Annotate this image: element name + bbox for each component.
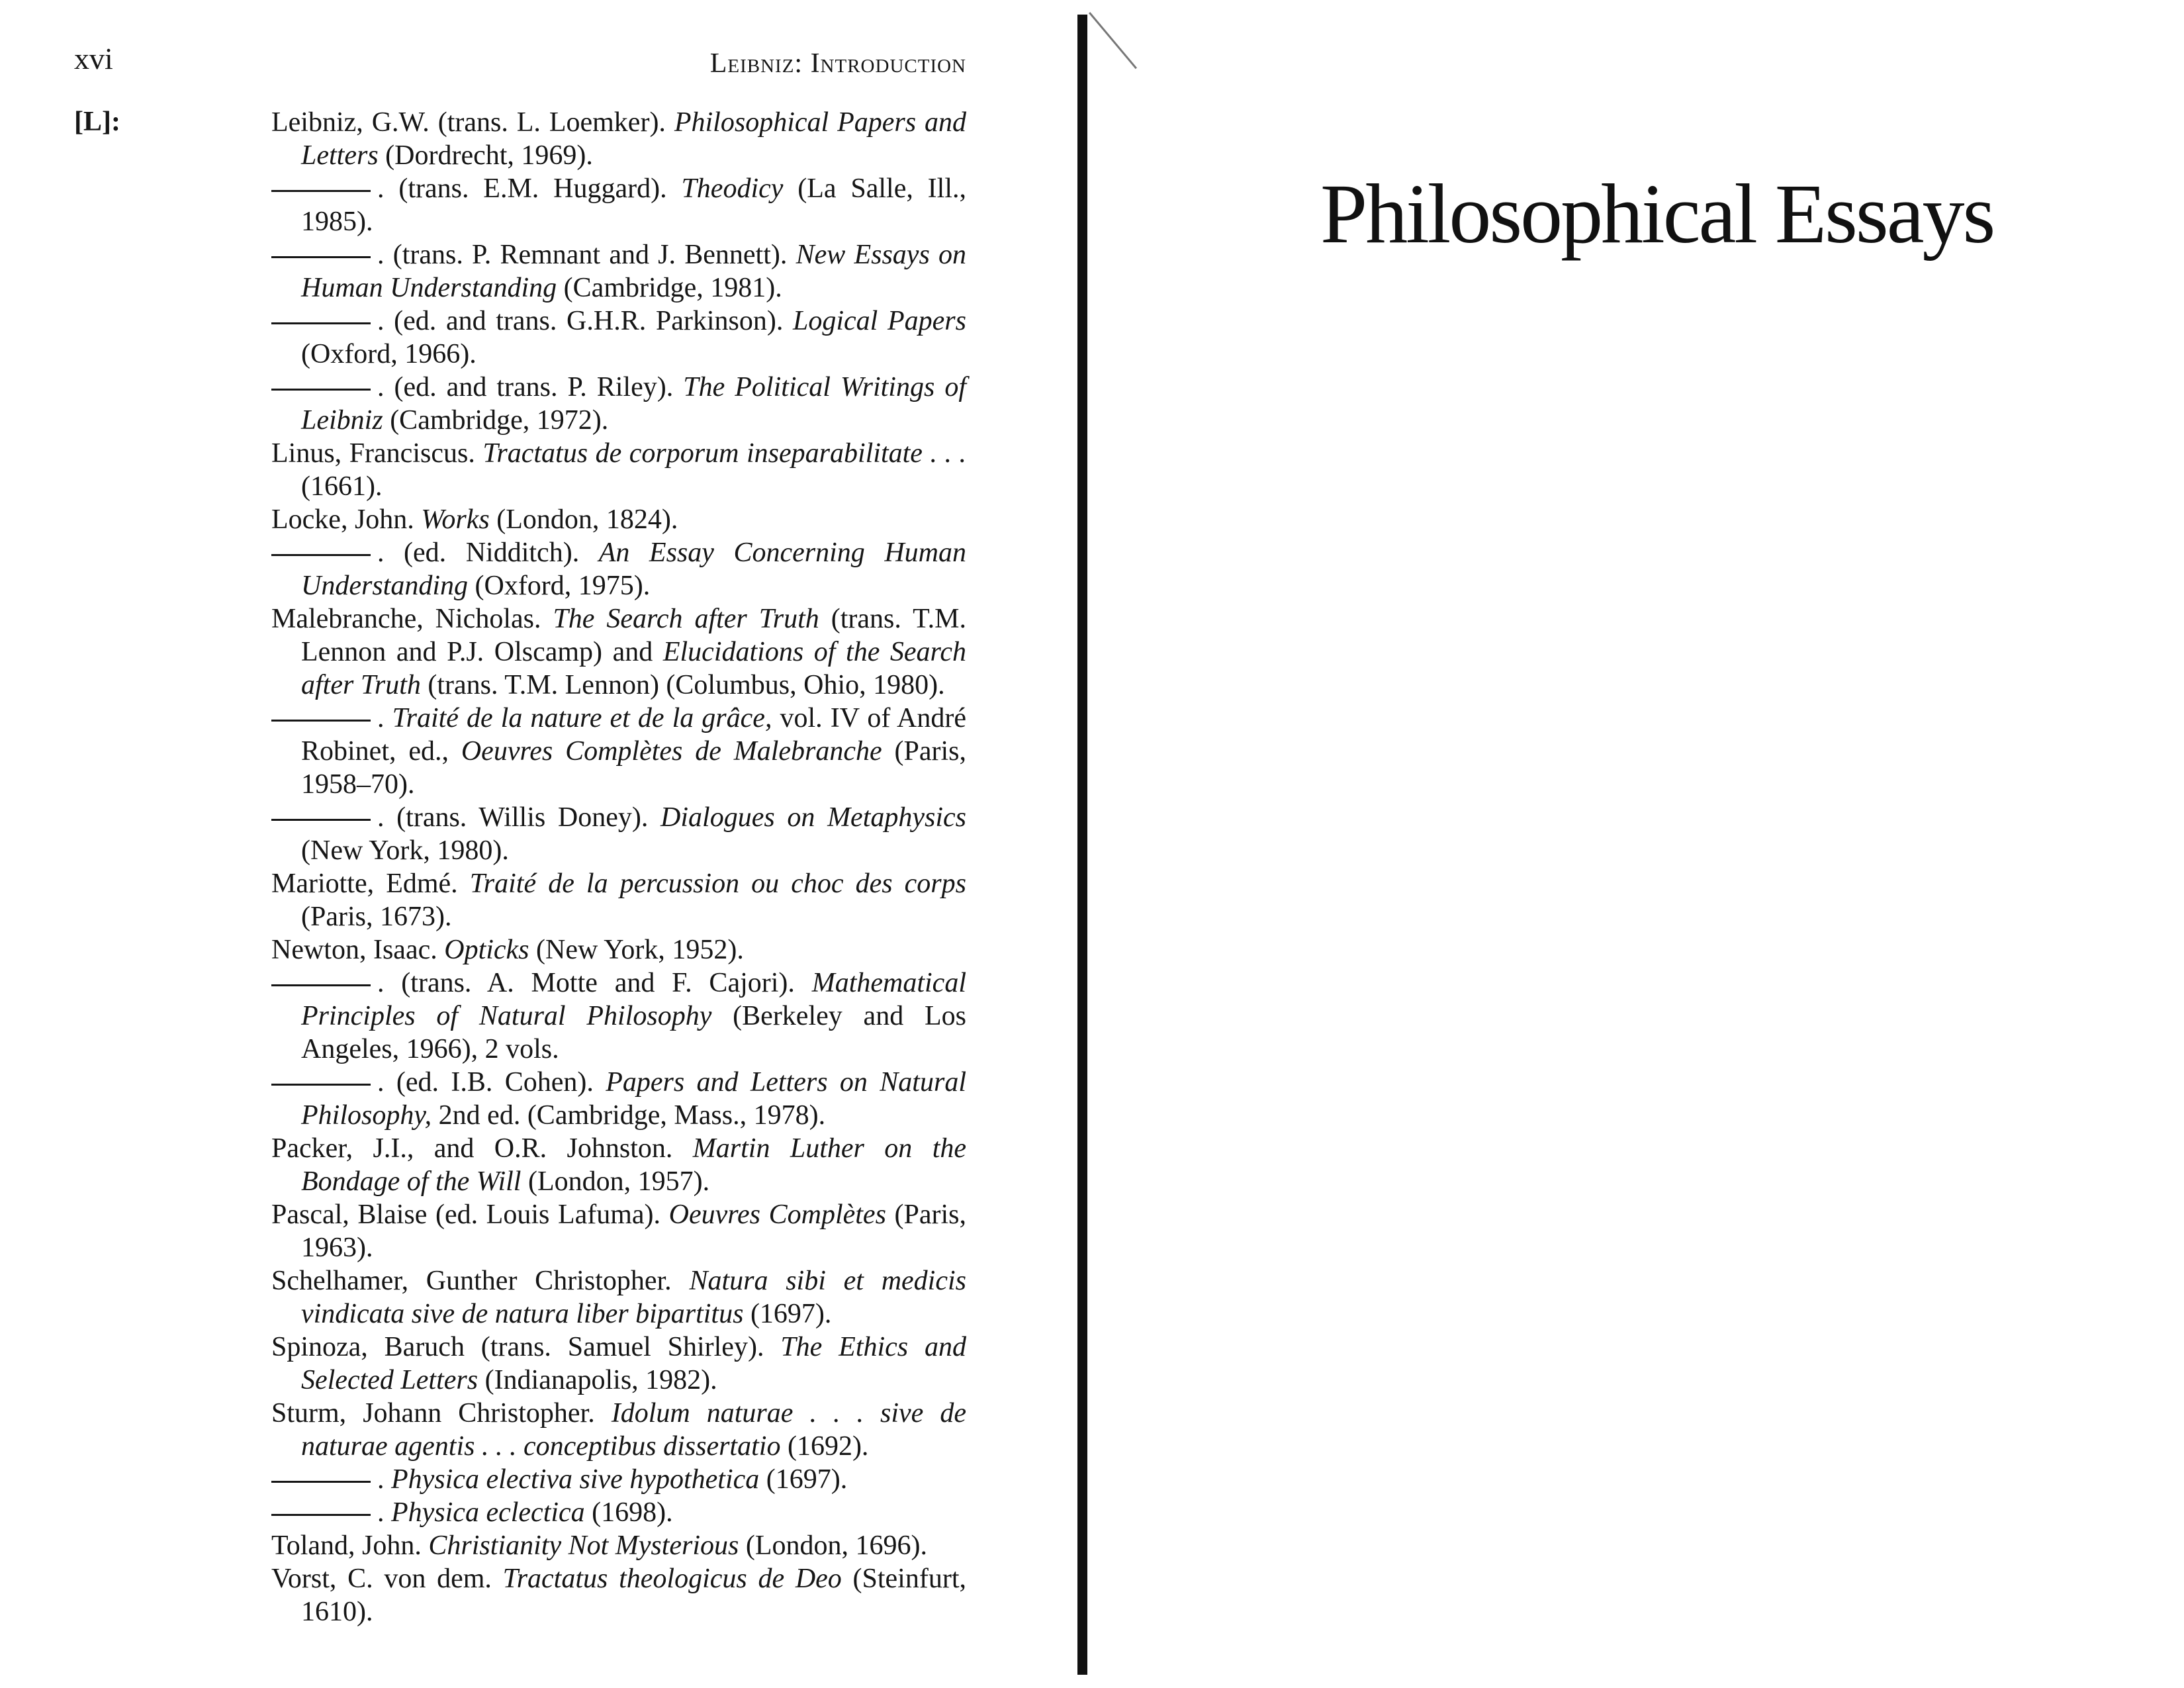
entry-author: .	[377, 1464, 391, 1495]
entry-author: . (trans. P. Remnant and J. Bennett).	[377, 240, 796, 270]
entry-details: (Oxford, 1966).	[301, 339, 477, 369]
entry-title: The Ethics and Selected Letters	[301, 1332, 967, 1395]
bibliography-list	[271, 106, 966, 1628]
entry-author: Newton, Isaac.	[271, 935, 445, 965]
entry-author: Pascal, Blaise (ed. Louis Lafuma).	[271, 1199, 669, 1230]
bibliography-entry	[271, 867, 966, 933]
entry-title: Logical Papers	[793, 306, 966, 336]
entry-details: (1697).	[759, 1464, 848, 1495]
entry-title: Theodicy	[681, 173, 784, 204]
running-head	[629, 48, 966, 79]
repeat-author-dash	[271, 190, 371, 192]
entry-author: Vorst, C. von dem.	[271, 1564, 503, 1594]
entry-details: 2nd ed. (Cambridge, Mass., 1978).	[432, 1100, 826, 1131]
bibliography-entry	[271, 602, 966, 702]
entry-details: vol. IV of André Robinet, ed.,	[301, 703, 967, 767]
gutter-rule	[1077, 15, 1087, 1675]
entry-author: Schelhamer, Gunther Christopher.	[271, 1266, 690, 1296]
entry-title: Christianity Not Mysterious	[428, 1530, 739, 1561]
bibliography-entry	[271, 1463, 966, 1496]
repeat-author-dash	[271, 554, 371, 556]
entry-details: (Cambridge, 1972).	[383, 405, 609, 436]
bibliography-entry	[271, 1562, 966, 1628]
entry-details: (New York, 1952).	[529, 935, 744, 965]
entry-title: Philosophical Papers and Letters	[301, 107, 966, 171]
entry-details: (Paris, 1963).	[301, 1199, 966, 1263]
page-number: xvi	[74, 42, 113, 75]
entry-title: Traité de la nature et de la grâce,	[392, 703, 772, 733]
running-head-text: Leibniz: Introduction	[709, 48, 966, 79]
book-title: Philosophical Essays	[1320, 167, 1994, 261]
entry-details: (La Salle, Ill., 1985).	[301, 173, 966, 237]
bibliography-entry	[271, 371, 966, 437]
gutter-mark	[1089, 12, 1137, 69]
bibliography-entry	[271, 106, 966, 172]
section-tag: [L]:	[74, 107, 120, 137]
repeat-author-dash	[271, 256, 371, 258]
bibliography-entry	[271, 966, 966, 1066]
entry-author: . (trans. A. Motte and F. Cajori).	[377, 968, 812, 998]
entry-details: (Cambridge, 1981).	[557, 273, 782, 303]
bibliography-entry	[271, 1397, 966, 1463]
bibliography-entry	[271, 1198, 966, 1264]
entry-author: . (ed. and trans. G.H.R. Parkinson).	[377, 306, 794, 336]
entry-details: (Steinfurt, 1610).	[301, 1564, 966, 1627]
bibliography-entry	[271, 1066, 966, 1132]
entry-title: Physica electiva sive hypothetica	[391, 1464, 760, 1495]
bibliography-entry	[271, 1132, 966, 1198]
entry-author: Leibniz, G.W. (trans. L. Loemker).	[271, 107, 674, 138]
entry-title: Papers and Letters on Natural Philosophy,	[301, 1067, 966, 1131]
entry-title: Mathematical Principles of Natural Philosophy	[301, 968, 966, 1031]
entry-details: (trans. T.M. Lennon) (Columbus, Ohio, 1980).	[420, 670, 945, 700]
entry-details: (Oxford, 1975).	[468, 571, 651, 601]
entry-details: (1692).	[780, 1431, 869, 1462]
entry-details: (Berkeley and Los Angeles, 1966), 2 vols.	[301, 1001, 966, 1064]
entry-title: Oeuvres Complètes de Malebranche	[461, 736, 882, 767]
entry-author: .	[377, 1497, 391, 1528]
entry-details: (London, 1824).	[489, 504, 678, 535]
entry-details: (Paris, 1958–70).	[301, 736, 966, 800]
bibliography-entry	[271, 503, 966, 536]
entry-title: Elucidations of the Search after Truth	[301, 637, 966, 700]
entry-author: Malebranche, Nicholas.	[271, 604, 553, 634]
bibliography-entry	[271, 801, 966, 867]
entry-title: Works	[421, 504, 490, 535]
entry-details: (Dordrecht, 1969).	[378, 140, 593, 171]
bibliography-entry	[271, 1496, 966, 1529]
repeat-author-dash	[271, 984, 371, 986]
entry-details: (1661).	[301, 471, 383, 502]
repeat-author-dash	[271, 1481, 371, 1483]
bibliography-entry	[271, 1529, 966, 1562]
entry-author: . (ed. and trans. P. Riley).	[377, 372, 684, 402]
bibliography-entry	[271, 437, 966, 503]
repeat-author-dash	[271, 720, 371, 722]
bibliography-entry	[271, 536, 966, 602]
repeat-author-dash	[271, 1084, 371, 1086]
entry-author: Spinoza, Baruch (trans. Samuel Shirley).	[271, 1332, 781, 1362]
bibliography-entry	[271, 933, 966, 966]
entry-details: (London, 1696).	[739, 1530, 928, 1561]
entry-details: (Paris, 1673).	[301, 902, 452, 932]
entry-title: The Political Writings of Leibniz	[301, 372, 966, 436]
entry-details: (trans. T.M. Lennon and P.J. Olscamp) and	[301, 604, 966, 667]
bibliography-entry	[271, 1264, 966, 1331]
entry-details: (London, 1957).	[521, 1166, 710, 1197]
entry-title: Tractatus de corporum inseparabilitate . . .	[482, 438, 967, 469]
entry-author: Sturm, Johann Christopher.	[271, 1398, 612, 1429]
entry-author: . (trans. E.M. Huggard).	[377, 173, 682, 204]
entry-author: Linus, Franciscus.	[271, 438, 483, 469]
entry-details: (1698).	[584, 1497, 673, 1528]
entry-author: .	[377, 703, 392, 733]
entry-details: (Indianapolis, 1982).	[478, 1365, 717, 1395]
entry-title: Traité de la percussion ou choc des corps	[469, 868, 966, 899]
bibliography-entry	[271, 305, 966, 371]
entry-author: . (ed. I.B. Cohen).	[377, 1067, 606, 1098]
entry-title: Oeuvres Complètes	[668, 1199, 886, 1230]
bibliography-entry	[271, 702, 966, 801]
entry-details: (New York, 1980).	[301, 835, 509, 866]
entry-title: New Essays on Human Understanding	[301, 240, 967, 303]
entry-author: Toland, John.	[271, 1530, 429, 1561]
entry-author: . (trans. Willis Doney).	[377, 802, 661, 833]
entry-author: Packer, J.I., and O.R. Johnston.	[271, 1133, 693, 1164]
bibliography-entry	[271, 172, 966, 238]
entry-title: Martin Luther on the Bondage of the Will	[301, 1133, 967, 1197]
repeat-author-dash	[271, 819, 371, 821]
entry-title: The Search after Truth	[553, 604, 819, 634]
entry-title: Dialogues on Metaphysics	[660, 802, 967, 833]
repeat-author-dash	[271, 389, 371, 391]
entry-author: Mariotte, Edmé.	[271, 868, 470, 899]
entry-title: Idolum naturae . . . sive de naturae agentis . . . conceptibus dissertatio	[301, 1398, 966, 1462]
entry-details: (1697).	[743, 1299, 832, 1329]
entry-author: . (ed. Nidditch).	[377, 538, 599, 568]
entry-title: Physica eclectica	[391, 1497, 585, 1528]
repeat-author-dash	[271, 1514, 371, 1516]
repeat-author-dash	[271, 322, 371, 324]
entry-author: Locke, John.	[271, 504, 422, 535]
entry-title: Tractatus theologicus de Deo	[502, 1564, 842, 1594]
bibliography-entry	[271, 238, 966, 305]
entry-title: An Essay Concerning Human Understanding	[301, 538, 966, 601]
entry-title: Opticks	[444, 935, 529, 965]
entry-title: Natura sibi et medicis vindicata sive de natura liber bipartitus	[301, 1266, 966, 1329]
bibliography-entry	[271, 1331, 966, 1397]
